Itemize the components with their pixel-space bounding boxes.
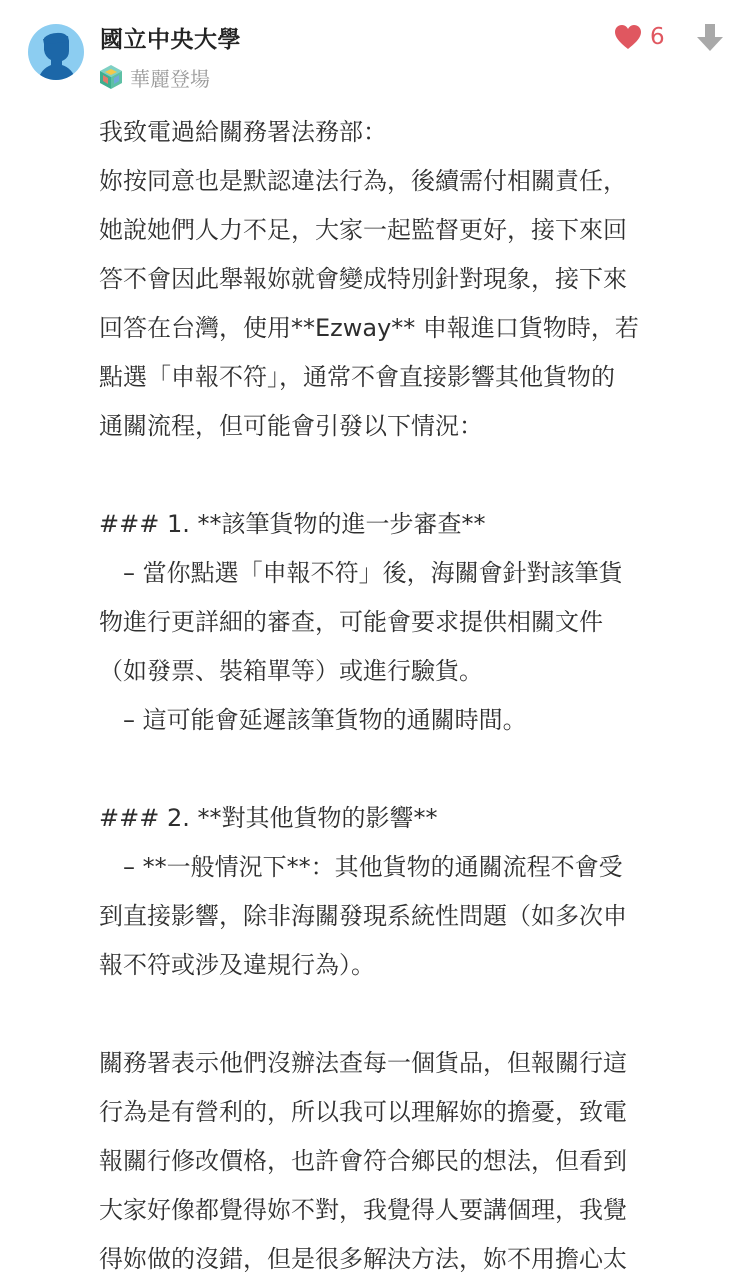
comment-line: – 當你點選「申報不符」後，海關會針對該筆貨 <box>99 559 623 587</box>
comment-body <box>99 108 724 1284</box>
comment-line: – **一般情況下**：其他貨物的通關流程不會受 <box>99 853 623 881</box>
comment-line: 通關流程，但可能會引發以下情況： <box>99 412 483 440</box>
comment-line: 報關行修改價格，也許會符合鄉民的想法，但看到 <box>99 1147 627 1175</box>
user-badge <box>98 62 210 92</box>
arrow-down-icon <box>696 22 724 52</box>
comment-line: 答不會因此舉報妳就會變成特別針對現象，接下來 <box>99 265 627 293</box>
downvote-button[interactable] <box>696 22 724 52</box>
comment-line: 得妳做的沒錯，但是很多解決方法，妳不用擔心太 <box>99 1245 627 1273</box>
comment-line: （如發票、裝箱單等）或進行驗貨。 <box>99 657 483 685</box>
comment-line: 她說她們人力不足，大家一起監督更好，接下來回 <box>99 216 627 244</box>
blank-line <box>99 451 724 500</box>
comment-line: 大家好像都覺得妳不對，我覺得人要講個理，我覺 <box>99 1196 627 1224</box>
comment-line: ### 2. **對其他貨物的影響** <box>99 804 438 832</box>
comment-line: ### 1. **該筆貨物的進一步審查** <box>99 510 486 538</box>
comment-line: 點選「申報不符」，通常不會直接影響其他貨物的 <box>99 363 615 391</box>
comment-line: 行為是有營利的，所以我可以理解妳的擔憂，致電 <box>99 1098 627 1126</box>
user-silhouette-icon <box>28 24 84 80</box>
blank-line <box>99 990 724 1039</box>
like-count: 6 <box>650 24 665 50</box>
comment-line: 回答在台灣，使用**Ezway** 申報進口貨物時，若 <box>99 314 639 342</box>
colorful-cube-icon <box>98 64 124 90</box>
comment-line: 我致電過給關務署法務部： <box>99 118 387 146</box>
blank-line <box>99 745 724 794</box>
heart-icon <box>614 24 642 50</box>
comment-line: 物進行更詳細的審查，可能會要求提供相關文件 <box>99 608 603 636</box>
author-name[interactable]: 國立中央大學 <box>100 27 241 53</box>
like-button[interactable] <box>614 22 665 52</box>
comment-line: 關務署表示他們沒辦法查每一個貨品，但報關行這 <box>99 1049 627 1077</box>
comment-line: 妳按同意也是默認違法行為，後續需付相關責任， <box>99 167 627 195</box>
comment-line: 報不符或涉及違規行為）。 <box>99 951 375 979</box>
comment-line: – 這可能會延遲該筆貨物的通關時間。 <box>99 706 527 734</box>
avatar[interactable] <box>28 24 84 80</box>
comment-line: 到直接影響，除非海關發現系統性問題（如多次申 <box>99 902 627 930</box>
badge-label: 華麗登場 <box>130 66 210 91</box>
